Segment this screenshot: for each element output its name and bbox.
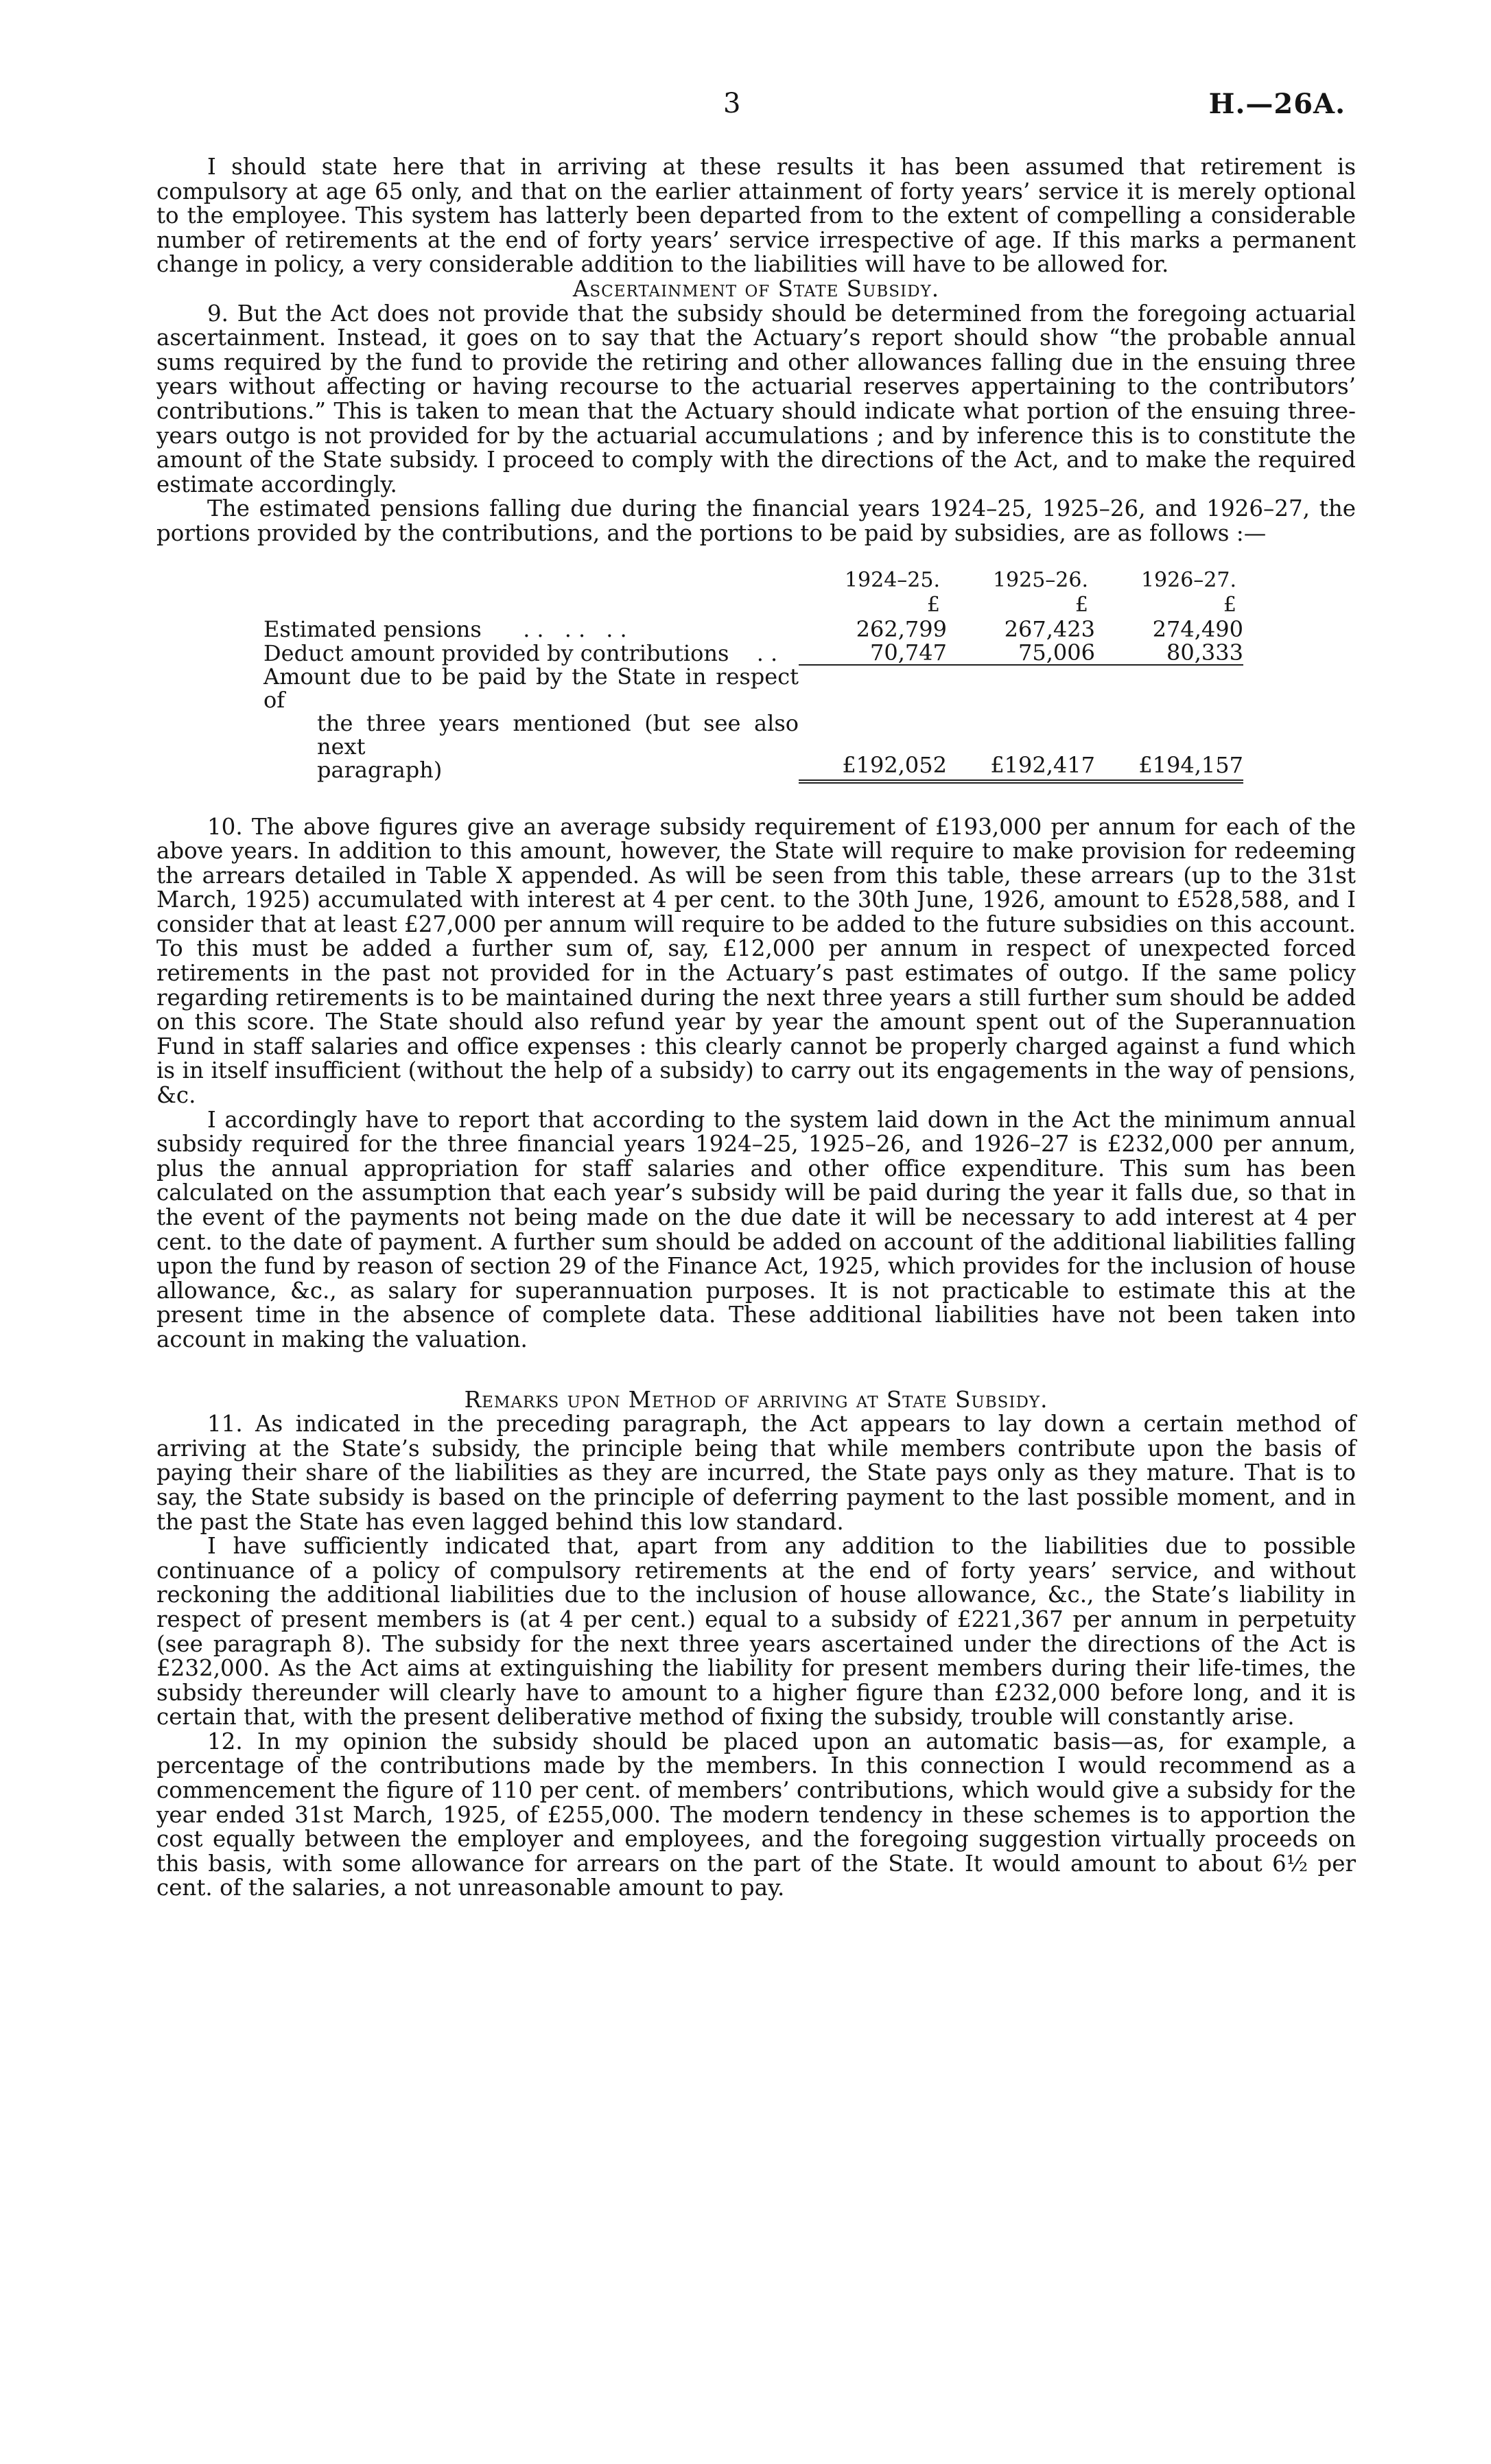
page-header bbox=[0, 88, 1491, 129]
row-label: Deduct amount provided by contributions bbox=[263, 640, 729, 666]
table-cell: 80,333 bbox=[1166, 639, 1243, 666]
paragraph-intro: I should state here that in arriving at these results it has been assumed that retirement is compulsory at age 65 only, and that on the earlier attainment of forty years’ service it is merely optional to the employee. This system has latterly been departed from to the extent of compelling a considerable number of retirements at the end of forty years’ service irrespective of age. If this marks a permanent change in policy, a very considerable addition to the liabilities will have to be allowed for. bbox=[156, 154, 1356, 278]
row-label-continuation: the three years mentioned (but see also next bbox=[317, 709, 799, 760]
year-header: 1924–25. bbox=[844, 567, 940, 592]
currency-header: £ bbox=[926, 592, 940, 617]
row-label: Estimated pensions bbox=[263, 615, 482, 642]
paragraph-12: 12. In my opinion the subsidy should be placed upon an automatic basis—as, for example, a percentage of the contributions made by the members. In this connection I would recommend as a commencement the figure of 110 per cent. of members’ contributions, which would give a subsidy for the year ended 31st March, 1925, of £255,000. The modern tendency in these schemes is to apportion the cost equally between the employer and employees, and the foregoing suggestion virtually proceeds on this basis, with some allowance for arrears on the part of the State. It would amount to about 6½ per cent. of the salaries, a not unreasonable amount to pay. bbox=[156, 1728, 1356, 1901]
heading-remarks: Remarks upon Method of arriving at State Subsidy. bbox=[464, 1386, 1048, 1413]
total-cell: £194,157 bbox=[1095, 665, 1243, 782]
paragraph-10: 10. The above figures give an average subsidy requirement of £193,000 per annum for each of the above years. In addition to this amount, however, the State will require to make provision for redeeming the arrears detailed in Table X appended. As will be seen from this table, these arrears (up to the 31st March, 1925) accumulated with interest at 4 per cent. to the 30th June, 1926, amount to £528,588, and I consider that at least £27,000 per annum will require to be added to the future subsidies on this account. To this must be added a further sum of, say, £12,000 per annum in respect of unexpected forced retirements in the past not provided for in the Actuary’s past estimates of outgo. If the same policy regarding retirements is to be maintained during the next three years a still further sum should be added on this score. The State should also refund year by year the amount spent out of the Superannuation Fund in staff salaries and office expenses : this clearly cannot be properly charged against a fund which is in itself insufficient (without the help of a subsidy) to carry out its engagements in the way of pensions, &c. bbox=[156, 813, 1356, 1109]
total-cell: £192,052 bbox=[799, 665, 947, 782]
page-number: 3 bbox=[723, 88, 741, 119]
row-label: Amount due to be paid by the State in respect of bbox=[263, 663, 799, 713]
table-header-row bbox=[263, 568, 1243, 593]
year-header: 1925–26. bbox=[992, 567, 1088, 592]
heading-ascertainment: Ascertainment of State Subsidy. bbox=[572, 275, 940, 302]
table-cell: 75,006 bbox=[1018, 639, 1095, 666]
total-cell: £192,417 bbox=[947, 665, 1095, 782]
currency-header: £ bbox=[1223, 592, 1236, 617]
paragraph-11-continued: I have sufficiently indicated that, apart from any addition to the liabilities due to possible continuance of a policy of compulsory retirements at the end of forty years’ service, and without reckoning the additional liabilities due to the inclusion of house allowance, &c., the State’s liability in respect of present members is (at 4 per cent.) equal to a subsidy of £221,367 per annum in perpetuity (see paragraph 8). The subsidy for the next three years ascertained under the directions of the Act is £232,000. As the Act aims at extinguishing the liability for present members during their life-times, the subsidy thereunder will clearly have to amount to a higher figure than £232,000 before long, and it is certain that, with the present deliberative method of fixing the subsidy, trouble will constantly arise. bbox=[156, 1533, 1356, 1730]
document-body bbox=[156, 155, 1356, 1901]
subsidy-table bbox=[263, 568, 1243, 784]
table-row bbox=[263, 665, 1243, 782]
paragraph-10-report: I accordingly have to report that according to the system laid down in the Act the minimum annual subsidy required for the three financial years 1924–25, 1925–26, and 1926–27 is £232,000 per annum, plus the annual appropriation for staff salaries and other office expenditure. This sum has been calculated on the assumption that each year’s subsidy will be paid during the year it falls due, so that in the event of the payments not being made on the due date it will be necessary to add interest at 4 per cent. to the date of payment. A further sum should be added on account of the additional liabilities falling upon the fund by reason of section 29 of the Finance Act, 1925, which provides for the inclusion of house allowance, &c., as salary for superannuation purposes. It is not practicable to estimate this at the present time in the absence of complete data. These additional liabilities have not been taken into account in making the valuation. bbox=[156, 1106, 1356, 1352]
paragraph-11: 11. As indicated in the preceding paragraph, the Act appears to lay down a certain method of arriving at the State’s subsidy, the principle being that while members contribute upon the basis of paying their share of the liabilities as they are incurred, the State pays only as they mature. That is to say, the State subsidy is based on the principle of deferring payment to the last possible moment, and in the past the State has even lagged behind this low standard. bbox=[156, 1411, 1356, 1535]
year-header: 1926–27. bbox=[1140, 567, 1236, 592]
table-row: Deduct amount provided by contributions .. 70,747 75,006 80,333 bbox=[263, 639, 1243, 666]
paragraph-9: 9. But the Act does not provide that the subsidy should be determined from the foregoing actuarial ascertainment. Instead, it goes on to say that the Actuary’s report should show “the probable annual sums required by the fund to provide the retiring and other allowances falling due in the ensuing three years without affecting or having recourse to the actuarial reserves appertaining to the contributors’ contributions.” This is taken to mean that the Actuary should indicate what portion of the ensuing three-years outgo is not provided for by the actuarial accumulations ; and by inference this is to constitute the amount of the State subsidy. I proceed to comply with the directions of the Act, and to make the required estimate accordingly. bbox=[156, 300, 1356, 497]
series-reference: H.—26A. bbox=[1208, 88, 1346, 120]
table-cell: 274,490 bbox=[1152, 615, 1243, 642]
table-row: Estimated pensions .. .. .. 262,799 267,423 274,490 bbox=[263, 615, 1243, 642]
row-label-continuation: paragraph) bbox=[317, 756, 443, 783]
table-cell: 70,747 bbox=[870, 639, 947, 666]
table-cell: 267,423 bbox=[1004, 615, 1095, 642]
table-cell: 262,799 bbox=[856, 615, 947, 642]
paragraph-9-table-intro: The estimated pensions falling due during the financial years 1924–25, 1925–26, and 1926–27, the portions provided by the contributions, and the portions to be paid by subsidies, are as follows :— bbox=[156, 495, 1356, 546]
table-currency-row bbox=[263, 593, 1243, 618]
currency-header: £ bbox=[1075, 592, 1088, 617]
